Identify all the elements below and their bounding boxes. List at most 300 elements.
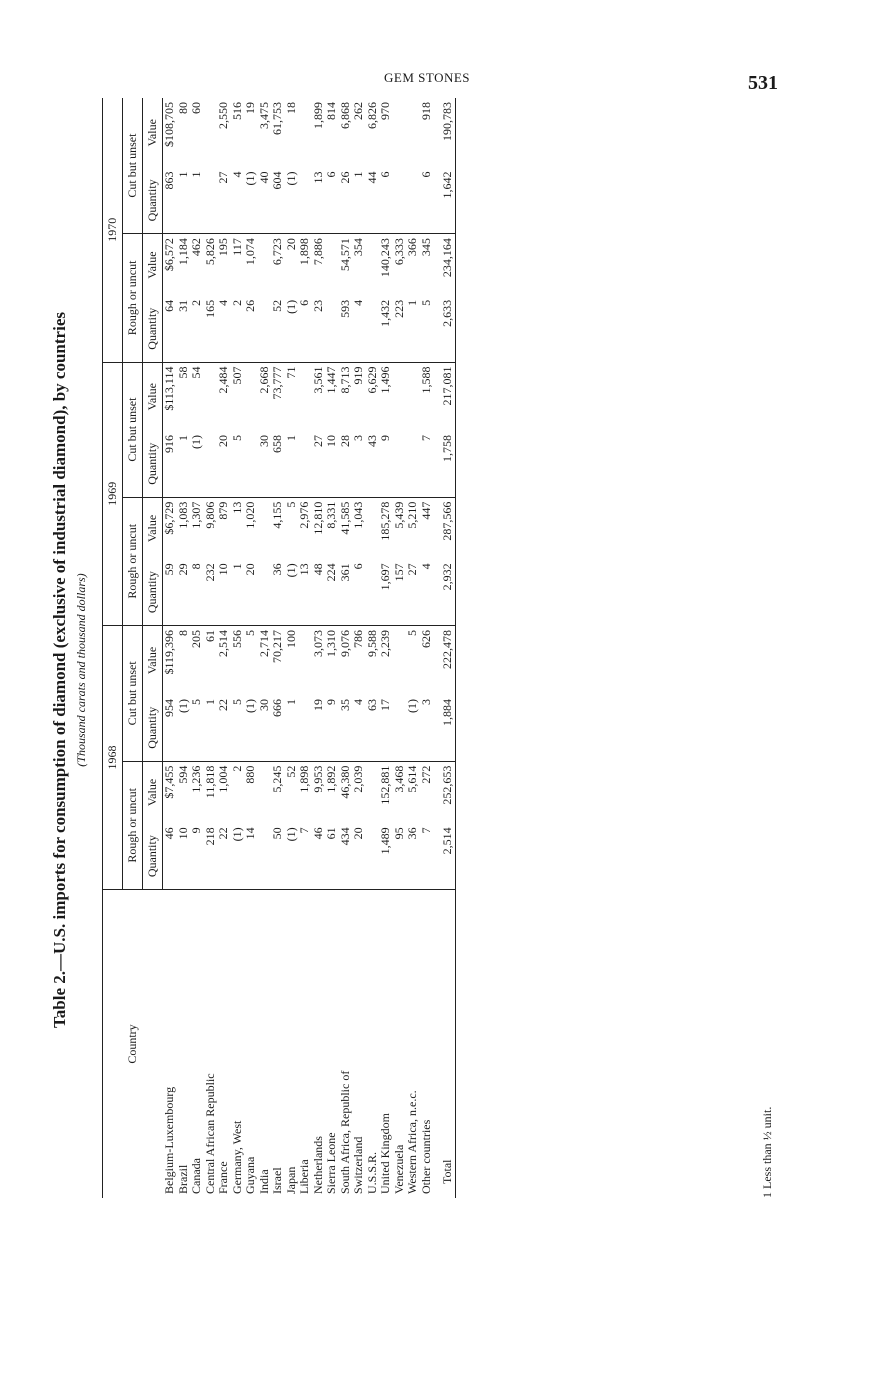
value-cell: 1,184 bbox=[175, 238, 190, 266]
value-cell: 5 bbox=[243, 629, 257, 636]
value-cell: 863 bbox=[163, 168, 177, 234]
table-row bbox=[190, 98, 204, 1198]
value-cell bbox=[366, 296, 380, 362]
value-cell: 165 bbox=[204, 296, 218, 362]
country-cell: Central African Republic bbox=[202, 1073, 217, 1194]
value-cell: (1) bbox=[406, 695, 420, 761]
value-cell bbox=[204, 98, 218, 168]
value-cell: $7,455 bbox=[162, 765, 176, 799]
table-row bbox=[298, 98, 312, 1198]
value-cell: 880 bbox=[243, 765, 257, 784]
value-cell: 4,155 bbox=[270, 501, 284, 529]
value-cell bbox=[393, 695, 407, 761]
measure-header-quantity: Quantity bbox=[143, 431, 163, 497]
value-cell: 1 bbox=[177, 431, 191, 497]
value-cell: 1,892 bbox=[324, 765, 338, 793]
value-cell: 879 bbox=[216, 501, 230, 520]
value-cell: 64 bbox=[163, 296, 177, 362]
country-cell: Western Africa, n.e.c. bbox=[405, 1090, 419, 1194]
value-cell: 12,810 bbox=[310, 501, 325, 535]
table-row bbox=[271, 98, 285, 1198]
country-cell: Israel bbox=[270, 1167, 284, 1194]
value-cell: 6 bbox=[379, 168, 393, 234]
value-cell: 2,714 bbox=[256, 629, 271, 657]
country-cell: France bbox=[216, 1161, 230, 1194]
value-cell: 70,217 bbox=[270, 629, 284, 663]
value-cell: 17 bbox=[379, 695, 393, 761]
value-cell: 2,932 bbox=[433, 559, 455, 625]
table-row bbox=[312, 98, 326, 1198]
group-header-rough-1969: Rough or uncut bbox=[123, 497, 143, 625]
value-cell: 1,588 bbox=[418, 366, 433, 394]
value-cell: 152,881 bbox=[378, 765, 392, 805]
value-cell: 516 bbox=[229, 102, 244, 120]
country-cell: Netherlands bbox=[310, 1136, 325, 1194]
value-cell: 1,758 bbox=[433, 431, 455, 497]
table-row bbox=[325, 98, 339, 1198]
value-cell: 20 bbox=[244, 559, 258, 625]
value-cell: 5 bbox=[283, 501, 298, 508]
value-cell: $113,114 bbox=[162, 366, 176, 411]
country-cell: Venezuela bbox=[391, 1144, 406, 1194]
value-cell: 2,976 bbox=[297, 501, 311, 529]
table-row bbox=[231, 98, 245, 1198]
value-cell: 361 bbox=[339, 559, 353, 625]
value-cell: (1) bbox=[285, 559, 299, 625]
value-cell: 2,514 bbox=[216, 629, 230, 657]
value-cell: 507 bbox=[229, 366, 244, 385]
value-cell: 7,886 bbox=[310, 238, 325, 266]
value-cell bbox=[325, 234, 339, 296]
value-cell: 556 bbox=[229, 629, 244, 648]
table-row bbox=[352, 98, 366, 1198]
measure-header-value: Value bbox=[143, 761, 163, 823]
value-cell: 1 bbox=[285, 695, 299, 761]
value-cell: 5,439 bbox=[391, 501, 406, 529]
value-cell bbox=[406, 168, 420, 234]
value-cell: 447 bbox=[418, 501, 433, 520]
value-cell: 1 bbox=[204, 695, 218, 761]
value-cell: 5 bbox=[420, 296, 434, 362]
value-cell: 5,826 bbox=[202, 238, 217, 266]
value-cell: 222,478 bbox=[433, 625, 455, 695]
value-cell: 954 bbox=[163, 695, 177, 761]
measure-header-quantity: Quantity bbox=[143, 823, 163, 889]
value-cell: 2,514 bbox=[433, 823, 455, 889]
value-cell: 2 bbox=[229, 765, 244, 772]
country-cell: Guyana bbox=[243, 1156, 257, 1194]
value-cell: 5,614 bbox=[405, 765, 419, 793]
value-cell: 1,236 bbox=[189, 765, 203, 793]
table-row bbox=[244, 98, 258, 1198]
group-header-cut-1969: Cut but unset bbox=[123, 362, 143, 497]
value-cell bbox=[325, 296, 339, 362]
measure-header-quantity: Quantity bbox=[143, 168, 163, 234]
value-cell: 46,380 bbox=[337, 765, 352, 799]
value-cell: 2 bbox=[231, 296, 245, 362]
value-cell: 4 bbox=[231, 168, 245, 234]
measure-header-value: Value bbox=[143, 362, 163, 431]
value-cell: 1,697 bbox=[379, 559, 393, 625]
value-cell bbox=[393, 98, 407, 168]
table-row bbox=[204, 98, 218, 1198]
value-cell: 1 bbox=[352, 168, 366, 234]
country-cell: Liberia bbox=[297, 1159, 311, 1194]
value-cell: 19 bbox=[243, 102, 257, 114]
value-cell: 3,561 bbox=[310, 366, 325, 394]
value-cell: 1 bbox=[406, 296, 420, 362]
value-cell bbox=[298, 362, 312, 431]
value-cell: 46 bbox=[163, 823, 177, 889]
measure-header-value: Value bbox=[143, 234, 163, 296]
value-cell: 30 bbox=[258, 431, 272, 497]
value-cell: 9,806 bbox=[202, 501, 217, 529]
value-cell: 1,004 bbox=[216, 765, 230, 793]
table-body bbox=[163, 98, 456, 1198]
value-cell: 60 bbox=[189, 102, 203, 114]
value-cell: 63 bbox=[366, 695, 380, 761]
value-cell: (1) bbox=[190, 431, 204, 497]
value-cell bbox=[406, 431, 420, 497]
value-cell: 1,899 bbox=[310, 102, 325, 129]
value-cell: 10 bbox=[217, 559, 231, 625]
value-cell: 7 bbox=[298, 823, 312, 889]
value-cell: 20 bbox=[217, 431, 231, 497]
value-cell: 4 bbox=[420, 559, 434, 625]
value-cell: 52 bbox=[283, 765, 298, 778]
table-row bbox=[163, 98, 177, 1198]
value-cell: 8 bbox=[175, 629, 190, 636]
value-cell: 58 bbox=[175, 366, 190, 379]
value-cell: 1 bbox=[285, 431, 299, 497]
country-cell: South Africa, Republic of bbox=[337, 1070, 352, 1194]
table-row bbox=[177, 98, 191, 1198]
value-cell: 1,020 bbox=[243, 501, 257, 529]
value-cell: 9 bbox=[190, 823, 204, 889]
value-cell: 19 bbox=[312, 695, 326, 761]
value-cell: 1,307 bbox=[189, 501, 203, 529]
value-cell: 8 bbox=[190, 559, 204, 625]
value-cell: 35 bbox=[339, 695, 353, 761]
country-cell: Other countries bbox=[418, 1119, 433, 1194]
table-row bbox=[339, 98, 353, 1198]
value-cell: 916 bbox=[163, 431, 177, 497]
year-header-1969: 1969 bbox=[103, 362, 123, 625]
value-cell: 1 bbox=[190, 168, 204, 234]
value-cell: 6,723 bbox=[270, 238, 284, 266]
value-cell: 205 bbox=[189, 629, 203, 648]
value-cell: 190,783 bbox=[433, 98, 455, 168]
value-cell: 26 bbox=[339, 168, 353, 234]
total-row bbox=[433, 98, 455, 1198]
year-header-1970: 1970 bbox=[103, 98, 123, 362]
value-cell: 4 bbox=[217, 296, 231, 362]
value-cell: 2 bbox=[190, 296, 204, 362]
value-cell: 22 bbox=[217, 823, 231, 889]
value-cell: 5 bbox=[231, 695, 245, 761]
group-header-rough-1970: Rough or uncut bbox=[123, 234, 143, 362]
value-cell: 80 bbox=[175, 102, 190, 114]
value-cell: 223 bbox=[393, 296, 407, 362]
value-cell: 4 bbox=[352, 695, 366, 761]
table-row bbox=[379, 98, 393, 1198]
value-cell: 5 bbox=[190, 695, 204, 761]
table-row bbox=[258, 98, 272, 1198]
value-cell: 29 bbox=[177, 559, 191, 625]
measure-header-quantity: Quantity bbox=[143, 559, 163, 625]
value-cell: 13 bbox=[229, 501, 244, 514]
value-cell: $108,705 bbox=[162, 102, 176, 147]
group-header-cut-1970: Cut but unset bbox=[123, 98, 143, 234]
value-cell: 5 bbox=[231, 431, 245, 497]
value-cell: 6 bbox=[420, 168, 434, 234]
value-cell: 9,076 bbox=[337, 629, 352, 657]
country-cell: India bbox=[256, 1169, 271, 1194]
table-row bbox=[285, 98, 299, 1198]
value-cell: 6 bbox=[325, 168, 339, 234]
value-cell bbox=[393, 362, 407, 431]
value-cell: 272 bbox=[418, 765, 433, 784]
value-cell: 71 bbox=[283, 366, 298, 379]
value-cell: (1) bbox=[285, 168, 299, 234]
value-cell bbox=[406, 98, 420, 168]
table-row bbox=[406, 98, 420, 1198]
value-cell: 232 bbox=[204, 559, 218, 625]
value-cell: 48 bbox=[312, 559, 326, 625]
value-cell: 6,868 bbox=[337, 102, 352, 129]
value-cell: 27 bbox=[217, 168, 231, 234]
value-cell: 1,898 bbox=[297, 765, 311, 793]
value-cell: 8,713 bbox=[337, 366, 352, 394]
value-cell: 2,668 bbox=[256, 366, 271, 394]
value-cell: 185,278 bbox=[378, 501, 392, 541]
measure-header-quantity: Quantity bbox=[143, 296, 163, 362]
value-cell bbox=[393, 431, 407, 497]
value-cell: 46 bbox=[312, 823, 326, 889]
table-row bbox=[217, 98, 231, 1198]
value-cell: 95 bbox=[393, 823, 407, 889]
value-cell: 8,331 bbox=[324, 501, 338, 529]
value-cell: (1) bbox=[177, 695, 191, 761]
value-cell bbox=[258, 296, 272, 362]
value-cell bbox=[406, 362, 420, 431]
imports-table bbox=[102, 98, 456, 1198]
value-cell: 13 bbox=[312, 168, 326, 234]
value-cell: 3,475 bbox=[256, 102, 271, 129]
country-cell: Belgium-Luxembourg bbox=[161, 1086, 176, 1194]
table-title: Table 2.—U.S. imports for consumption of diamond (exclusive of industrial diamond), by countries bbox=[50, 312, 69, 1028]
value-cell: 52 bbox=[271, 296, 285, 362]
value-cell: 9 bbox=[379, 431, 393, 497]
table-subtitle: (Thousand carats and thousand dollars) bbox=[74, 573, 88, 767]
value-cell: 3 bbox=[352, 431, 366, 497]
country-cell: Canada bbox=[189, 1158, 203, 1194]
measure-header-quantity: Quantity bbox=[143, 695, 163, 761]
value-cell: 5,245 bbox=[270, 765, 284, 793]
value-cell: 36 bbox=[271, 559, 285, 625]
value-cell: 658 bbox=[271, 431, 285, 497]
value-cell: (1) bbox=[244, 168, 258, 234]
value-cell: 14 bbox=[244, 823, 258, 889]
value-cell: 666 bbox=[271, 695, 285, 761]
value-cell: 54 bbox=[189, 366, 203, 379]
group-header-cut-1968: Cut but unset bbox=[123, 625, 143, 761]
value-cell: 354 bbox=[351, 238, 365, 257]
value-cell: 7 bbox=[420, 431, 434, 497]
value-cell: 2,039 bbox=[351, 765, 365, 793]
value-cell: 786 bbox=[351, 629, 365, 648]
value-cell bbox=[393, 625, 407, 695]
value-cell: 43 bbox=[366, 431, 380, 497]
value-cell bbox=[204, 168, 218, 234]
value-cell: 1,898 bbox=[297, 238, 311, 266]
value-cell: 195 bbox=[216, 238, 230, 257]
value-cell: 20 bbox=[283, 238, 298, 251]
value-cell: 26 bbox=[244, 296, 258, 362]
value-cell: $119,396 bbox=[162, 629, 176, 675]
value-cell: 217,081 bbox=[433, 362, 455, 431]
value-cell: 224 bbox=[325, 559, 339, 625]
value-cell: 3,073 bbox=[310, 629, 325, 657]
value-cell bbox=[204, 362, 218, 431]
value-cell: $6,729 bbox=[162, 501, 176, 535]
value-cell: 287,566 bbox=[433, 497, 455, 559]
value-cell: 27 bbox=[312, 431, 326, 497]
value-cell: 1,043 bbox=[351, 501, 365, 529]
value-cell bbox=[298, 695, 312, 761]
value-cell: (1) bbox=[231, 823, 245, 889]
value-cell: 462 bbox=[189, 238, 203, 257]
value-cell bbox=[366, 559, 380, 625]
value-cell bbox=[366, 761, 380, 823]
value-cell: 1,432 bbox=[379, 296, 393, 362]
value-cell: 9 bbox=[325, 695, 339, 761]
value-cell bbox=[258, 234, 272, 296]
value-cell: 59 bbox=[163, 559, 177, 625]
value-cell: 1,884 bbox=[433, 695, 455, 761]
value-cell: 40 bbox=[258, 168, 272, 234]
value-cell: 140,243 bbox=[378, 238, 392, 278]
value-cell: 13 bbox=[298, 559, 312, 625]
value-cell: 61 bbox=[325, 823, 339, 889]
value-cell bbox=[258, 761, 272, 823]
value-cell: $6,572 bbox=[162, 238, 176, 272]
value-cell: 594 bbox=[175, 765, 190, 784]
country-cell: U.S.S.R. bbox=[364, 1151, 379, 1194]
measure-header-value: Value bbox=[143, 497, 163, 559]
page-number: 531 bbox=[748, 72, 778, 94]
value-cell: 44 bbox=[366, 168, 380, 234]
country-cell: Germany, West bbox=[229, 1120, 244, 1194]
country-cell: Sierra Leone bbox=[324, 1132, 338, 1194]
value-cell bbox=[258, 823, 272, 889]
value-cell: 36 bbox=[406, 823, 420, 889]
value-cell: 604 bbox=[271, 168, 285, 234]
value-cell: 18 bbox=[283, 102, 298, 114]
value-cell: 1,310 bbox=[324, 629, 338, 657]
table-row bbox=[366, 98, 380, 1198]
value-cell: 2,239 bbox=[378, 629, 392, 657]
value-cell: 366 bbox=[405, 238, 419, 257]
value-cell: 919 bbox=[351, 366, 365, 385]
value-cell: 9,953 bbox=[310, 765, 325, 793]
value-cell: (1) bbox=[244, 695, 258, 761]
country-cell: Brazil bbox=[175, 1164, 190, 1194]
value-cell bbox=[298, 431, 312, 497]
value-cell: 970 bbox=[378, 102, 392, 120]
value-cell: 10 bbox=[177, 823, 191, 889]
year-header-1968: 1968 bbox=[103, 625, 123, 889]
value-cell: 262 bbox=[351, 102, 365, 120]
value-cell: 23 bbox=[312, 296, 326, 362]
country-cell: Total bbox=[433, 890, 455, 1199]
value-cell: 626 bbox=[418, 629, 433, 648]
value-cell bbox=[244, 431, 258, 497]
measure-header-value: Value bbox=[143, 98, 163, 168]
value-cell: 61,753 bbox=[270, 102, 284, 135]
value-cell: 54,571 bbox=[337, 238, 352, 272]
country-cell: Switzerland bbox=[351, 1136, 365, 1194]
group-header-rough-1968: Rough or uncut bbox=[123, 761, 143, 889]
country-cell: United Kingdom bbox=[378, 1113, 392, 1194]
value-cell: 6,826 bbox=[364, 102, 379, 129]
value-cell: 2,633 bbox=[433, 296, 455, 362]
measure-header-value: Value bbox=[143, 625, 163, 695]
value-cell: 9,588 bbox=[364, 629, 379, 657]
value-cell: 20 bbox=[352, 823, 366, 889]
value-cell bbox=[258, 559, 272, 625]
value-cell: 61 bbox=[202, 629, 217, 642]
value-cell: 7 bbox=[420, 823, 434, 889]
value-cell bbox=[244, 362, 258, 431]
value-cell: 593 bbox=[339, 296, 353, 362]
value-cell: 1 bbox=[231, 559, 245, 625]
value-cell bbox=[366, 497, 380, 559]
value-cell: 31 bbox=[177, 296, 191, 362]
value-cell: 157 bbox=[393, 559, 407, 625]
value-cell: 100 bbox=[283, 629, 298, 648]
value-cell: 434 bbox=[339, 823, 353, 889]
value-cell: 5 bbox=[405, 629, 419, 636]
table-row bbox=[393, 98, 407, 1198]
value-cell: 345 bbox=[418, 238, 433, 257]
value-cell bbox=[366, 234, 380, 296]
value-cell: 2,550 bbox=[216, 102, 230, 129]
country-header: Country bbox=[103, 890, 163, 1199]
value-cell: (1) bbox=[285, 296, 299, 362]
value-cell: 814 bbox=[324, 102, 338, 120]
table-row bbox=[420, 98, 434, 1198]
value-cell bbox=[298, 98, 312, 168]
value-cell: 28 bbox=[339, 431, 353, 497]
value-cell: 1 bbox=[177, 168, 191, 234]
value-cell: 234,164 bbox=[433, 234, 455, 296]
value-cell: (1) bbox=[285, 823, 299, 889]
value-cell bbox=[298, 625, 312, 695]
value-cell bbox=[393, 168, 407, 234]
value-cell: 6,333 bbox=[391, 238, 406, 266]
value-cell: 918 bbox=[418, 102, 433, 120]
value-cell: 11,818 bbox=[202, 765, 217, 799]
country-cell: Japan bbox=[283, 1166, 298, 1194]
value-cell: 6,629 bbox=[364, 366, 379, 394]
value-cell: 3 bbox=[420, 695, 434, 761]
running-head: GEM STONES bbox=[384, 70, 471, 85]
value-cell: 6 bbox=[298, 296, 312, 362]
value-cell: 252,653 bbox=[433, 761, 455, 823]
value-cell: 73,777 bbox=[270, 366, 284, 400]
value-cell: 3,468 bbox=[391, 765, 406, 793]
